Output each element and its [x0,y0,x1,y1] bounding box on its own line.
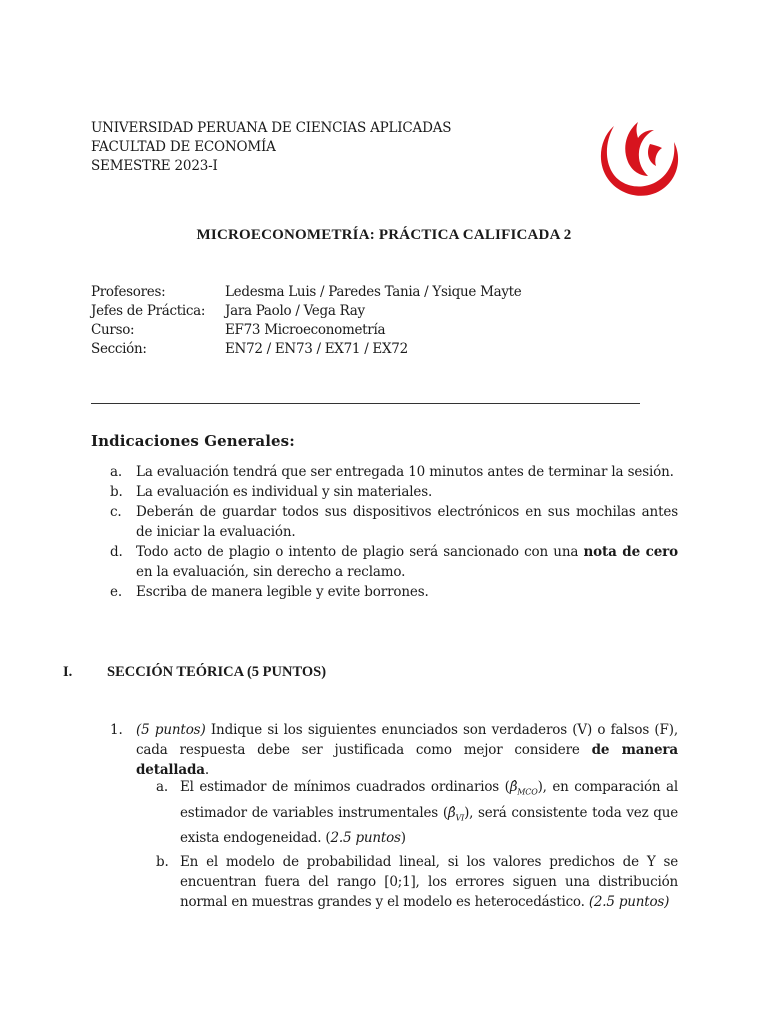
bold-emphasis: de manera detallada [136,742,678,778]
list-item [110,482,678,502]
section-heading [63,664,326,681]
info-value: Jara Paolo / Vega Ray [225,303,365,319]
text-segment: ), en comparación al estimador de variables instrumentales ( [180,779,678,821]
university-name: UNIVERSIDAD PERUANA DE CIENCIAS APLICADAS [91,120,452,136]
info-label: Sección: [91,341,147,357]
info-label: Curso: [91,322,135,338]
info-row-professors [91,283,522,302]
list-text [136,542,678,582]
text-segment: En el modelo de probabilidad lineal, si los valores predichos de Y se encuentran fuera del rango [0;1], los errores siguen una distribución normal en muestras grandes y el modelo es heterocedástico. [180,854,678,910]
subscript: MCO [517,787,538,797]
indications-title: Indicaciones Generales: [91,432,295,450]
sub-question-marker: b. [156,854,169,870]
list-text: La evaluación es individual y sin materiales. [136,484,433,500]
question-1 [110,720,678,780]
text-segment: ), será consistente toda vez que exista endogeneidad. ( [180,804,678,847]
text-segment: . [204,762,210,778]
question-text [136,720,678,780]
text-segment: El estimador de mínimos cuadrados ordinarios ( [180,779,510,795]
upc-logo-icon [598,118,680,200]
list-marker: e. [110,584,122,600]
info-value: EF73 Microeconometría [225,322,386,338]
list-item [110,462,678,482]
text-segment: ) [400,830,406,847]
text-segment: Indique si los siguientes enunciados son verdaderos (V) o falsos (F), cada respuesta debe ser justificada como mejor considere [136,722,678,758]
info-label: Profesores: [91,284,166,300]
list-marker: a. [110,464,123,480]
sub-question-points: 2.5 puntos [330,830,401,847]
info-value: Ledesma Luis / Paredes Tania / Ysique Mayte [225,284,522,300]
section-title: SECCIÓN TEÓRICA (5 PUNTOS) [107,664,327,680]
list-text: Escriba de manera legible y evite borrones. [136,584,429,600]
divider [91,403,640,404]
sub-question-text [180,852,678,912]
list-item [110,582,678,602]
text-segment: en la evaluación, sin derecho a reclamo. [136,564,406,580]
sub-question-marker: a. [156,779,168,795]
info-label: Jefes de Práctica: [91,303,206,319]
list-marker: c. [110,504,122,520]
info-row-section [91,340,522,359]
list-text: La evaluación tendrá que ser entregada 10 minutos antes de terminar la sesión. [136,464,674,480]
list-text: Deberán de guardar todos sus dispositivos electrónicos en sus mochilas antes de iniciar la evaluación. [136,504,678,540]
list-marker: b. [110,484,123,500]
beta-hat: β̂ [509,779,518,795]
list-item [110,502,678,542]
question-marker: 1. [110,722,123,738]
question-points: (5 puntos) [136,722,206,738]
text-segment: Todo acto de plagio o intento de plagio será sancionado con una [136,544,584,560]
sub-question-b [156,852,678,912]
list-marker: d. [110,544,123,560]
indications-list [110,462,678,602]
section-number: I. [63,664,73,680]
list-item [110,542,678,582]
subscript: VI [455,813,465,823]
info-value: EN72 / EN73 / EX71 / EX72 [225,341,408,357]
bold-emphasis: nota de cero [583,544,678,560]
beta-mco-symbol [510,779,538,795]
semester-label: SEMESTRE 2023-I [91,158,218,174]
info-row-course [91,321,522,340]
sub-question-text [180,777,678,848]
beta-hat: β̂ [447,804,456,821]
institution-header [91,119,451,176]
beta-vi-symbol [448,805,464,821]
info-row-practice-heads [91,302,522,321]
sub-question-points: (2.5 puntos) [588,894,670,910]
sub-question-a [156,777,678,848]
course-info [91,283,522,359]
document-title: MICROECONOMETRÍA: PRÁCTICA CALIFICADA 2 [196,227,572,243]
faculty-name: FACULTAD DE ECONOMÍA [91,139,276,155]
